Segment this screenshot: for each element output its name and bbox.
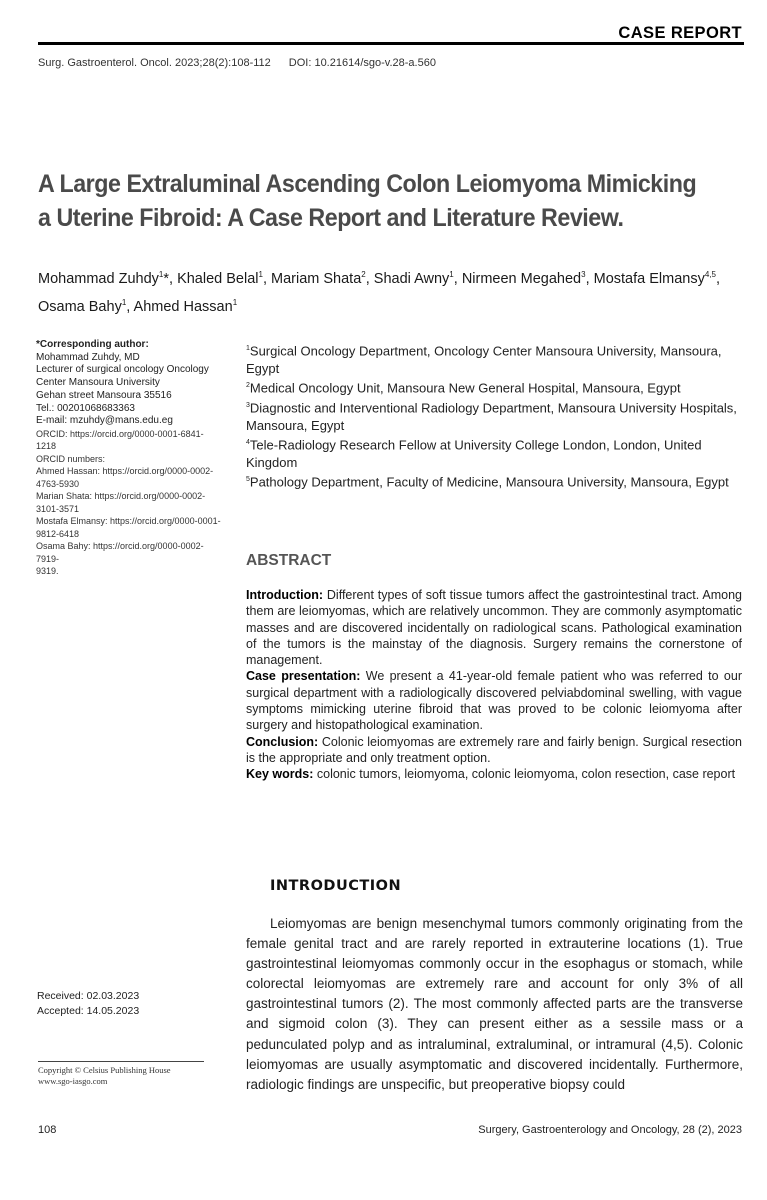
introduction-heading: INTRODUCTION [270,878,402,894]
page-number: 108 [38,1124,57,1136]
doi-link[interactable]: DOI: 10.21614/sgo-v.28-a.560 [288,57,436,69]
author: Ahmed Hassan$^1$ [133,297,238,315]
affiliation: $^2$Medical Oncology Unit, Mansoura New General Hospital, Mansoura, Egypt [246,380,681,396]
section-label: CASE REPORT [618,24,742,42]
article-title [38,167,697,235]
author: Shadi Awny$^1$ [373,270,454,287]
author: Mariam Shata$^2$ [271,270,366,287]
copyright-notice [38,1065,171,1087]
orcid-line[interactable]: Mostafa Elmansy: https://orcid.org/0000-0001- [36,516,221,527]
journal-citation: Surg. Gastroenterol. Oncol. 2023;28(2):108-112 [38,57,271,69]
corr-line: Tel.: 00201068683363 [36,402,135,414]
orcid-line[interactable]: Marian Shata: https://orcid.org/0000-0002- [36,491,206,502]
abstract-introduction: Introduction: Different types of soft tissue tumors affect the gastrointestinal tract. Among them are leiomyomas, which are relatively uncommon. They are commonly asymptomatic masses and are discovered incidentally on radiological scans. Pathological examination of the tumors is the mainstay of the diagnosis. Surgery remains the cornerstone of management. [246,588,742,668]
title-line: a Uterine Fibroid: A Case Report and Literature Review. [38,204,624,232]
introduction-body [246,914,743,1095]
orcid-line: ORCID numbers: [36,453,106,464]
author: Nirmeen Megahed$^3$ [461,270,586,287]
title-line: A Large Extraluminal Ascending Colon Leiomyoma Mimicking [38,170,697,198]
introduction-paragraph: Leiomyomas are benign mesenchymal tumors commonly originating from the female genital tract and are rarely reported in extrauterine locations (1). True gastrointestinal leiomyomas commonly occur in the esophagus or stomach, while colorectal leiomyomas are extremely rare and account for only 3% of all gastrointestinal tumors (2). The most commonly affected parts are the transverse and sigmoid colon (3). They can present either as a sessile mass or a pedunculated polyp and as intraluminal, extraluminal, or intramural (4,5). Colonic leiomyomas are usually asymptomatic and discovered incidentally. Furthermore, radiologic findings are unspecific, but preoperative biopsy could [246,916,743,1092]
orcid-line[interactable]: Osama Bahy: https://orcid.org/0000-0002-7919- [36,541,204,564]
corr-email[interactable]: E-mail: mzuhdy@mans.edu.eg [36,415,173,427]
affiliation: $^1$Surgical Oncology Department, Oncology Center Mansoura University, Mansoura, Egypt [246,343,722,376]
abstract-conclusion: Conclusion: Colonic leiomyomas are extremely rare and fairly benign. Surgical resection is the appropriate and only treatment option. [246,734,742,765]
article-dates [37,989,139,1019]
orcid-line: 9812-6418 [36,528,80,539]
received-date: Received: 02.03.2023 [37,990,140,1002]
corr-line: Lecturer of surgical oncology Oncology [36,364,209,376]
orcid-line: 3101-3571 [36,503,80,514]
accepted-date: Accepted: 14.05.2023 [37,1005,140,1017]
journal-footer: Surgery, Gastroenterology and Oncology, 28 (2), 2023 [478,1124,742,1136]
author: Mostafa Elmansy$^{4,5}$ [593,270,716,287]
abstract-case: Case presentation: We present a 41-year-old female patient who was referred to our surgical department with a radiologically discovered pelviabdominal swelling, with vague symptoms mimicking uterine fibroid that was proved to be colonic leiomyoma after surgery and histopathological examination. [246,669,742,733]
affiliations [246,340,746,491]
affiliation: $^4$Tele-Radiology Research Fellow at University College London, London, United Kingdom [246,437,702,470]
header-rule [38,42,744,45]
corr-line: Mohammad Zuhdy, MD [36,351,140,363]
copyright-line: Copyright © Celsius Publishing House [38,1065,171,1075]
copyright-rule [38,1061,204,1062]
abstract-body [246,587,742,783]
orcid-line: 9319. [36,566,59,577]
affiliation: $^3$Diagnostic and Interventional Radiology Department, Mansoura University Hospitals, Mansoura, Egypt [246,400,737,433]
abstract-keywords: Key words: colonic tumors, leiomyoma, colonic leiomyoma, colon resection, case report [246,767,736,782]
orcid-line: 4763-5930 [36,478,80,489]
author-list: Mohammad Zuhdy$^1$*, Khaled Belal$^1$, Mariam Shata$^2$, Shadi Awny$^1$, Nirmeen Megahed$^3$, Mostafa Elmansy$^{4,5}$, Osama Bahy$^1$, Ahmed Hassan$^1$ [38,270,720,315]
corr-line: Center Mansoura University [36,377,160,389]
publisher-link[interactable]: www.sgo-iasgo.com [38,1076,108,1086]
orcid-line[interactable]: Ahmed Hassan: https://orcid.org/0000-0002- [36,466,214,477]
author: Mohammad Zuhdy$^1$* [38,270,169,287]
corresponding-author-block [36,339,221,578]
author: Osama Bahy$^1$ [38,297,127,315]
corresponding-label: *Corresponding author: [36,339,149,350]
affiliation: $^5$Pathology Department, Faculty of Medicine, Mansoura University, Mansoura, Egypt [246,474,729,490]
citation [38,57,436,69]
orcid-line[interactable]: ORCID: https://orcid.org/0000-0001-6841-1218 [36,428,204,452]
abstract-heading: ABSTRACT [246,552,332,569]
author: Khaled Belal$^1$ [177,270,263,287]
corr-line: Gehan street Mansoura 35516 [36,389,172,401]
